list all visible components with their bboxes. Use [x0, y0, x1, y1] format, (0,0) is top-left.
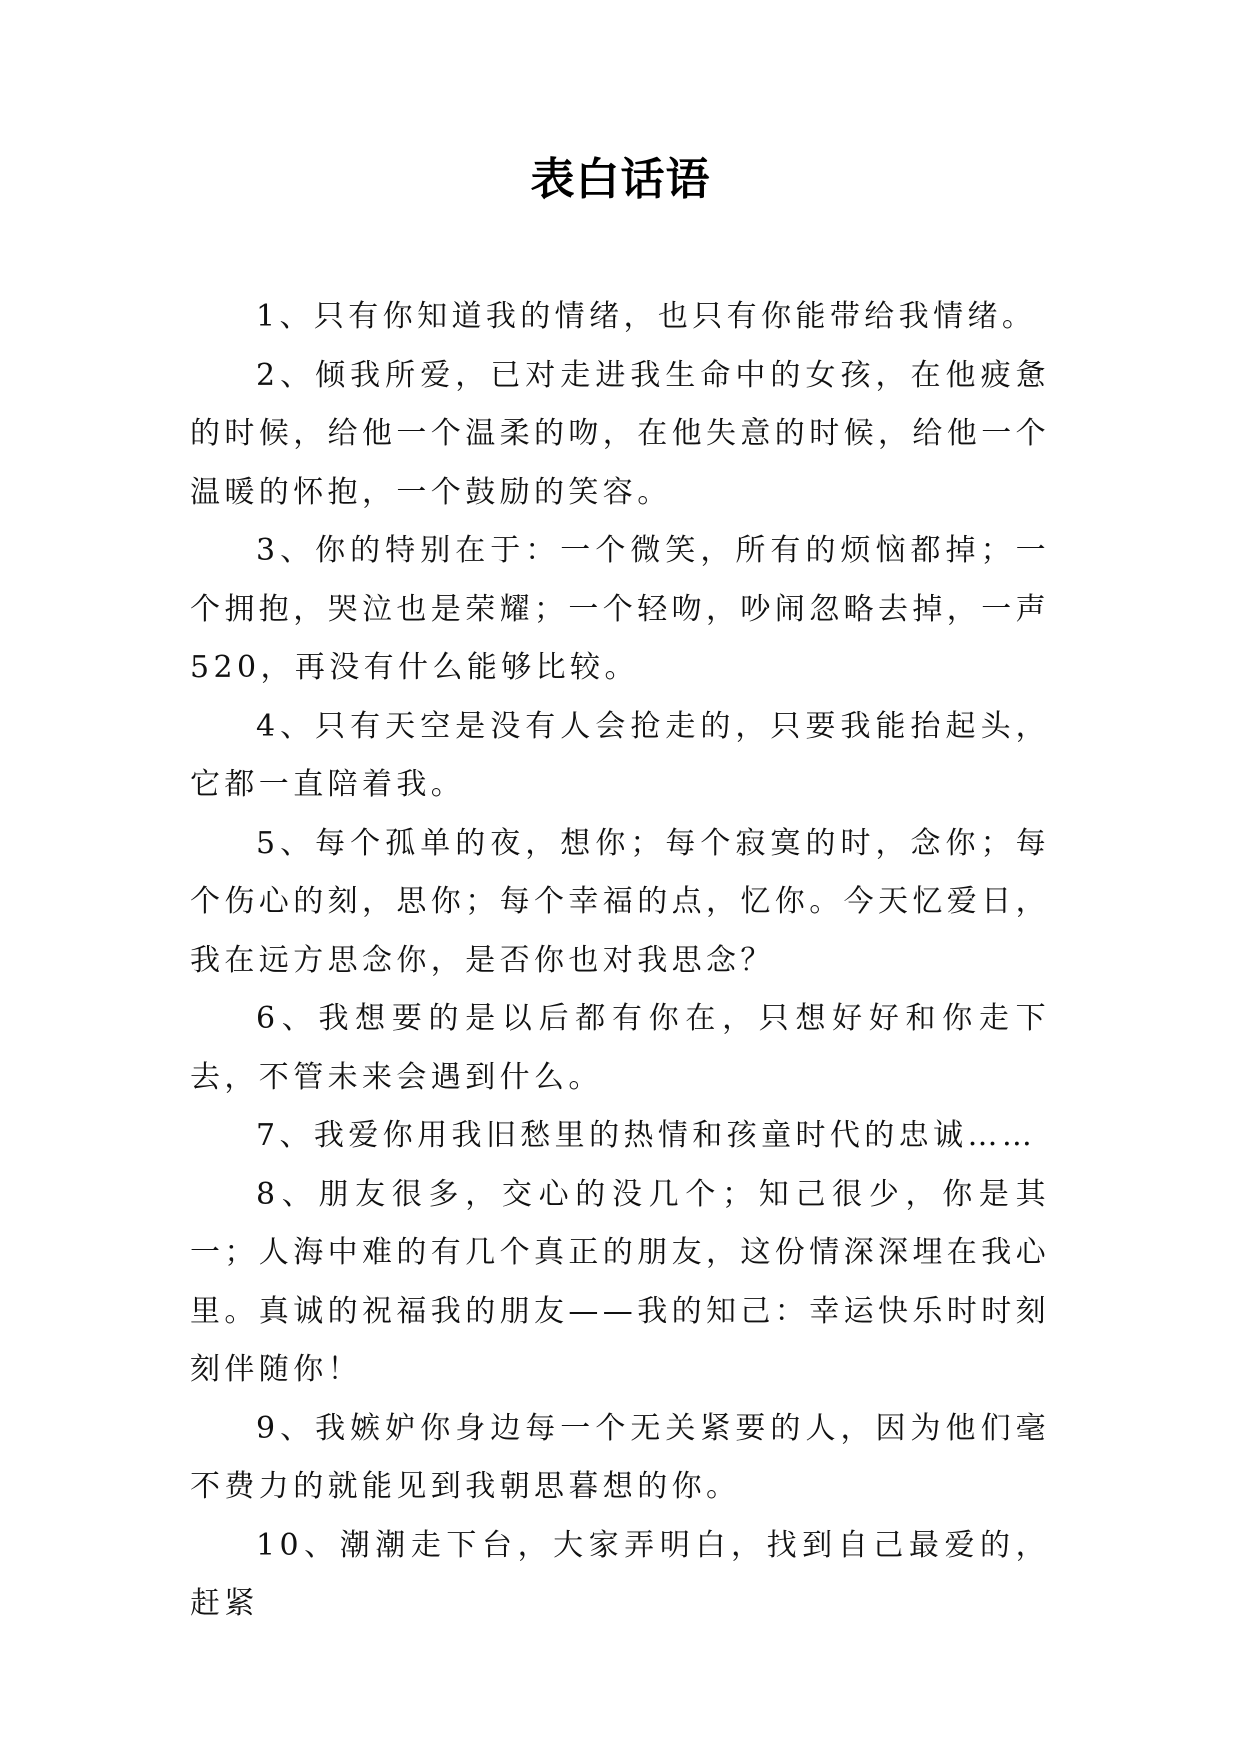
- paragraph-9: 9、我嫉妒你身边每一个无关紧要的人，因为他们毫不费力的就能见到我朝思暮想的你。: [190, 1410, 1050, 1504]
- document-body: [190, 288, 1050, 1634]
- paragraph-7: 7、我爱你用我旧愁里的热情和孩童时代的忠诚……: [256, 1118, 1037, 1153]
- paragraph-1: 1、只有你知道我的情绪，也只有你能带给我情绪。: [256, 299, 1037, 334]
- paragraph-10: 10、潮潮走下台，大家弄明白，找到自己最爱的，赶紧: [190, 1527, 1050, 1621]
- paragraph-2: 2、倾我所爱，已对走进我生命中的女孩，在他疲惫的时候，给他一个温柔的吻，在他失意的时候，给他一个温暖的怀抱，一个鼓励的笑容。: [190, 357, 1050, 510]
- paragraph-6: 6、我想要的是以后都有你在，只想好好和你走下去，不管未来会遇到什么。: [190, 1001, 1050, 1095]
- paragraph-3: 3、你的特别在于：一个微笑，所有的烦恼都掉；一个拥抱，哭泣也是荣耀；一个轻吻，吵闹忽略去掉，一声520，再没有什么能够比较。: [190, 533, 1050, 685]
- paragraph-4: 4、只有天空是没有人会抢走的，只要我能抬起头，它都一直陪着我。: [190, 708, 1050, 802]
- paragraph-5: 5、每个孤单的夜，想你；每个寂寞的时，念你；每个伤心的刻，思你；每个幸福的点，忆你。今天忆爱日，我在远方思念你，是否你也对我思念？: [190, 825, 1050, 978]
- paragraph-8: 8、朋友很多，交心的没几个；知己很少，你是其一；人海中难的有几个真正的朋友，这份情深深埋在我心里。真诚的祝福我的朋友——我的知己：幸运快乐时时刻刻伴随你！: [190, 1176, 1050, 1387]
- document-title: 表白话语: [530, 154, 711, 205]
